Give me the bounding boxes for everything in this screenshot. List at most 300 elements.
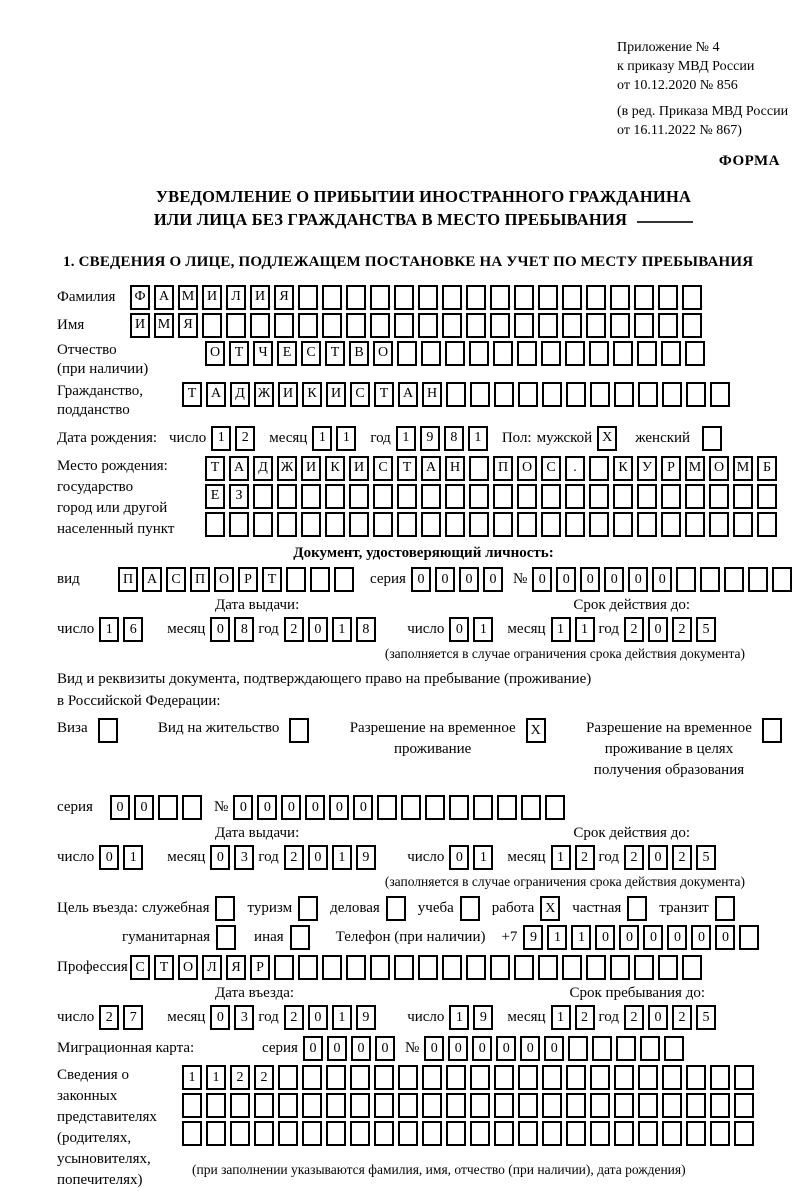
form-cell[interactable]: 5 [696, 1005, 716, 1030]
form-cell[interactable] [613, 484, 633, 509]
form-cell[interactable] [346, 313, 366, 338]
form-cell[interactable]: 8 [356, 617, 376, 642]
form-cell[interactable] [374, 1065, 394, 1090]
form-cell[interactable]: С [301, 341, 321, 366]
form-cell[interactable] [710, 1121, 730, 1146]
form-cell[interactable]: 0 [303, 1036, 323, 1061]
form-cell[interactable] [298, 896, 318, 921]
form-cell[interactable]: И [326, 382, 346, 407]
form-cell[interactable]: 1 [571, 925, 591, 950]
form-cell[interactable]: М [685, 456, 705, 481]
form-cell[interactable] [398, 1121, 418, 1146]
form-cell[interactable] [589, 512, 609, 537]
form-cell[interactable] [445, 341, 465, 366]
form-cell[interactable] [446, 382, 466, 407]
form-cell[interactable] [418, 955, 438, 980]
form-cell[interactable] [377, 795, 397, 820]
form-cell[interactable]: П [118, 567, 138, 592]
form-cell[interactable]: 9 [473, 1005, 493, 1030]
form-cell[interactable]: 0 [134, 795, 154, 820]
form-cell[interactable]: 2 [672, 845, 692, 870]
form-cell[interactable] [565, 484, 585, 509]
form-cell[interactable]: 0 [449, 617, 469, 642]
form-cell[interactable] [590, 382, 610, 407]
form-cell[interactable]: 9 [420, 426, 440, 451]
form-cell[interactable] [658, 285, 678, 310]
form-cell[interactable]: 0 [411, 567, 431, 592]
form-cell[interactable]: 1 [123, 845, 143, 870]
form-cell[interactable]: 1 [551, 845, 571, 870]
form-cell[interactable]: 9 [356, 845, 376, 870]
form-cell[interactable]: М [178, 285, 198, 310]
form-cell[interactable]: X [540, 896, 560, 921]
form-cell[interactable] [326, 1093, 346, 1118]
form-cell[interactable] [401, 795, 421, 820]
form-cell[interactable]: Р [238, 567, 258, 592]
form-cell[interactable] [394, 285, 414, 310]
form-cell[interactable]: 2 [284, 1005, 304, 1030]
form-cell[interactable]: 0 [351, 1036, 371, 1061]
form-cell[interactable] [254, 1121, 274, 1146]
form-cell[interactable]: 1 [332, 845, 352, 870]
form-cell[interactable]: А [154, 285, 174, 310]
form-cell[interactable] [445, 512, 465, 537]
form-cell[interactable] [562, 313, 582, 338]
form-cell[interactable] [733, 512, 753, 537]
form-cell[interactable] [613, 512, 633, 537]
form-cell[interactable] [460, 896, 480, 921]
form-cell[interactable] [493, 512, 513, 537]
form-cell[interactable]: О [178, 955, 198, 980]
form-cell[interactable] [542, 1065, 562, 1090]
form-cell[interactable]: 0 [459, 567, 479, 592]
form-cell[interactable]: 0 [472, 1036, 492, 1061]
form-cell[interactable] [702, 426, 722, 451]
form-cell[interactable] [514, 313, 534, 338]
form-cell[interactable]: 3 [234, 845, 254, 870]
form-cell[interactable]: А [229, 456, 249, 481]
form-cell[interactable] [517, 512, 537, 537]
form-cell[interactable] [326, 1065, 346, 1090]
form-cell[interactable] [466, 285, 486, 310]
form-cell[interactable]: А [206, 382, 226, 407]
form-cell[interactable] [686, 1121, 706, 1146]
form-cell[interactable]: 0 [308, 1005, 328, 1030]
form-cell[interactable]: 0 [556, 567, 576, 592]
form-cell[interactable] [686, 1065, 706, 1090]
form-cell[interactable]: 0 [375, 1036, 395, 1061]
form-cell[interactable] [658, 955, 678, 980]
form-cell[interactable] [278, 1065, 298, 1090]
form-cell[interactable]: А [142, 567, 162, 592]
form-cell[interactable] [493, 484, 513, 509]
form-cell[interactable]: К [302, 382, 322, 407]
form-cell[interactable]: 0 [110, 795, 130, 820]
form-cell[interactable] [421, 484, 441, 509]
form-cell[interactable] [290, 925, 310, 950]
form-cell[interactable] [449, 795, 469, 820]
form-cell[interactable]: 0 [496, 1036, 516, 1061]
form-cell[interactable] [446, 1093, 466, 1118]
form-cell[interactable] [545, 795, 565, 820]
form-cell[interactable]: Ж [277, 456, 297, 481]
form-cell[interactable] [538, 285, 558, 310]
form-cell[interactable] [322, 285, 342, 310]
form-cell[interactable]: 2 [99, 1005, 119, 1030]
form-cell[interactable]: Е [205, 484, 225, 509]
form-cell[interactable] [614, 1121, 634, 1146]
form-cell[interactable] [310, 567, 330, 592]
form-cell[interactable] [734, 1093, 754, 1118]
form-cell[interactable] [589, 484, 609, 509]
form-cell[interactable] [274, 313, 294, 338]
form-cell[interactable] [685, 341, 705, 366]
form-cell[interactable]: 8 [234, 617, 254, 642]
form-cell[interactable]: 1 [575, 617, 595, 642]
form-cell[interactable]: 0 [580, 567, 600, 592]
form-cell[interactable]: 0 [532, 567, 552, 592]
form-cell[interactable]: Л [226, 285, 246, 310]
form-cell[interactable]: 0 [210, 1005, 230, 1030]
form-cell[interactable]: 0 [353, 795, 373, 820]
form-cell[interactable] [442, 313, 462, 338]
form-cell[interactable] [469, 484, 489, 509]
form-cell[interactable] [494, 1093, 514, 1118]
form-cell[interactable] [397, 341, 417, 366]
form-cell[interactable]: 7 [123, 1005, 143, 1030]
form-cell[interactable] [469, 512, 489, 537]
form-cell[interactable] [298, 955, 318, 980]
form-cell[interactable]: 2 [575, 1005, 595, 1030]
form-cell[interactable] [634, 285, 654, 310]
form-cell[interactable] [664, 1036, 684, 1061]
form-cell[interactable]: 0 [308, 845, 328, 870]
form-cell[interactable] [772, 567, 792, 592]
form-cell[interactable]: С [130, 955, 150, 980]
form-cell[interactable] [253, 512, 273, 537]
form-cell[interactable]: Я [178, 313, 198, 338]
form-cell[interactable] [638, 382, 658, 407]
form-cell[interactable] [518, 1065, 538, 1090]
form-cell[interactable]: 0 [435, 567, 455, 592]
form-cell[interactable] [638, 1065, 658, 1090]
form-cell[interactable]: 1 [206, 1065, 226, 1090]
form-cell[interactable] [325, 512, 345, 537]
form-cell[interactable] [334, 567, 354, 592]
form-cell[interactable] [542, 1121, 562, 1146]
form-cell[interactable]: 0 [643, 925, 663, 950]
form-cell[interactable]: Н [445, 456, 465, 481]
form-cell[interactable]: Т [262, 567, 282, 592]
form-cell[interactable] [757, 484, 777, 509]
form-cell[interactable] [494, 1065, 514, 1090]
form-cell[interactable]: О [205, 341, 225, 366]
form-cell[interactable]: 2 [284, 617, 304, 642]
form-cell[interactable] [700, 567, 720, 592]
form-cell[interactable] [202, 313, 222, 338]
form-cell[interactable]: X [526, 718, 546, 743]
form-cell[interactable]: Б [757, 456, 777, 481]
form-cell[interactable] [521, 795, 541, 820]
form-cell[interactable] [286, 567, 306, 592]
form-cell[interactable] [158, 795, 178, 820]
form-cell[interactable]: Т [229, 341, 249, 366]
form-cell[interactable] [589, 456, 609, 481]
form-cell[interactable] [682, 955, 702, 980]
form-cell[interactable] [685, 512, 705, 537]
form-cell[interactable] [514, 955, 534, 980]
form-cell[interactable]: 5 [696, 845, 716, 870]
form-cell[interactable] [349, 512, 369, 537]
form-cell[interactable]: Ж [254, 382, 274, 407]
form-cell[interactable] [473, 795, 493, 820]
form-cell[interactable]: 8 [444, 426, 464, 451]
form-cell[interactable] [562, 285, 582, 310]
form-cell[interactable]: З [229, 484, 249, 509]
form-cell[interactable]: 2 [230, 1065, 250, 1090]
form-cell[interactable] [682, 285, 702, 310]
form-cell[interactable] [565, 512, 585, 537]
form-cell[interactable]: 1 [551, 617, 571, 642]
form-cell[interactable] [709, 512, 729, 537]
form-cell[interactable] [662, 1121, 682, 1146]
form-cell[interactable] [370, 285, 390, 310]
form-cell[interactable]: К [613, 456, 633, 481]
form-cell[interactable]: 2 [672, 1005, 692, 1030]
form-cell[interactable]: 1 [336, 426, 356, 451]
form-cell[interactable]: 0 [281, 795, 301, 820]
form-cell[interactable] [613, 341, 633, 366]
form-cell[interactable]: И [278, 382, 298, 407]
form-cell[interactable]: О [517, 456, 537, 481]
form-cell[interactable] [494, 382, 514, 407]
form-cell[interactable] [748, 567, 768, 592]
form-cell[interactable] [710, 382, 730, 407]
form-cell[interactable]: Ч [253, 341, 273, 366]
form-cell[interactable] [739, 925, 759, 950]
form-cell[interactable] [302, 1065, 322, 1090]
form-cell[interactable] [637, 512, 657, 537]
form-cell[interactable] [566, 1065, 586, 1090]
form-cell[interactable] [277, 484, 297, 509]
form-cell[interactable]: 0 [667, 925, 687, 950]
form-cell[interactable]: В [349, 341, 369, 366]
form-cell[interactable]: Е [277, 341, 297, 366]
form-cell[interactable]: 2 [235, 426, 255, 451]
form-cell[interactable] [762, 718, 782, 743]
form-cell[interactable]: 2 [254, 1065, 274, 1090]
form-cell[interactable] [662, 1065, 682, 1090]
form-cell[interactable] [277, 512, 297, 537]
form-cell[interactable]: 0 [448, 1036, 468, 1061]
form-cell[interactable] [518, 1093, 538, 1118]
form-cell[interactable]: 9 [523, 925, 543, 950]
form-cell[interactable] [614, 1093, 634, 1118]
form-cell[interactable] [590, 1093, 610, 1118]
form-cell[interactable] [590, 1121, 610, 1146]
form-cell[interactable]: 0 [449, 845, 469, 870]
form-cell[interactable] [446, 1065, 466, 1090]
form-cell[interactable] [470, 1121, 490, 1146]
form-cell[interactable] [374, 1093, 394, 1118]
form-cell[interactable]: Т [325, 341, 345, 366]
form-cell[interactable] [541, 512, 561, 537]
form-cell[interactable]: У [637, 456, 657, 481]
form-cell[interactable] [724, 567, 744, 592]
form-cell[interactable] [676, 567, 696, 592]
form-cell[interactable] [566, 382, 586, 407]
form-cell[interactable]: 1 [99, 617, 119, 642]
form-cell[interactable] [709, 484, 729, 509]
form-cell[interactable]: Л [202, 955, 222, 980]
form-cell[interactable]: 0 [520, 1036, 540, 1061]
form-cell[interactable]: 0 [648, 617, 668, 642]
form-cell[interactable] [518, 382, 538, 407]
form-cell[interactable]: Р [661, 456, 681, 481]
form-cell[interactable] [562, 955, 582, 980]
form-cell[interactable] [394, 313, 414, 338]
form-cell[interactable] [710, 1065, 730, 1090]
form-cell[interactable] [445, 484, 465, 509]
form-cell[interactable]: П [493, 456, 513, 481]
form-cell[interactable]: 2 [624, 1005, 644, 1030]
form-cell[interactable]: 0 [308, 617, 328, 642]
form-cell[interactable] [289, 718, 309, 743]
form-cell[interactable] [182, 1121, 202, 1146]
form-cell[interactable] [250, 313, 270, 338]
form-cell[interactable]: 2 [672, 617, 692, 642]
form-cell[interactable] [350, 1065, 370, 1090]
form-cell[interactable] [586, 313, 606, 338]
form-cell[interactable]: Д [230, 382, 250, 407]
form-cell[interactable] [215, 896, 235, 921]
form-cell[interactable] [517, 484, 537, 509]
form-cell[interactable] [278, 1121, 298, 1146]
form-cell[interactable] [422, 1065, 442, 1090]
form-cell[interactable] [634, 313, 654, 338]
form-cell[interactable] [470, 1065, 490, 1090]
form-cell[interactable] [542, 382, 562, 407]
form-cell[interactable]: С [373, 456, 393, 481]
form-cell[interactable]: Ф [130, 285, 150, 310]
form-cell[interactable]: 1 [211, 426, 231, 451]
form-cell[interactable] [397, 484, 417, 509]
form-cell[interactable]: О [709, 456, 729, 481]
form-cell[interactable] [302, 1121, 322, 1146]
form-cell[interactable]: М [154, 313, 174, 338]
form-cell[interactable] [373, 512, 393, 537]
form-cell[interactable]: 9 [356, 1005, 376, 1030]
form-cell[interactable]: 1 [547, 925, 567, 950]
form-cell[interactable] [346, 285, 366, 310]
form-cell[interactable] [397, 512, 417, 537]
form-cell[interactable]: 1 [449, 1005, 469, 1030]
form-cell[interactable]: Д [253, 456, 273, 481]
form-cell[interactable] [715, 896, 735, 921]
form-cell[interactable] [274, 955, 294, 980]
form-cell[interactable] [614, 1065, 634, 1090]
form-cell[interactable] [514, 285, 534, 310]
form-cell[interactable] [661, 484, 681, 509]
form-cell[interactable] [566, 1121, 586, 1146]
form-cell[interactable] [541, 341, 561, 366]
form-cell[interactable] [418, 285, 438, 310]
form-cell[interactable] [638, 1093, 658, 1118]
form-cell[interactable] [638, 1121, 658, 1146]
form-cell[interactable] [662, 382, 682, 407]
form-cell[interactable]: Т [374, 382, 394, 407]
form-cell[interactable] [278, 1093, 298, 1118]
form-cell[interactable] [322, 313, 342, 338]
form-cell[interactable] [425, 795, 445, 820]
form-cell[interactable] [374, 1121, 394, 1146]
form-cell[interactable]: 2 [575, 845, 595, 870]
form-cell[interactable] [586, 285, 606, 310]
form-cell[interactable] [682, 313, 702, 338]
form-cell[interactable] [470, 1093, 490, 1118]
form-cell[interactable]: 1 [473, 845, 493, 870]
form-cell[interactable] [586, 955, 606, 980]
form-cell[interactable] [394, 955, 414, 980]
form-cell[interactable] [541, 484, 561, 509]
form-cell[interactable] [710, 1093, 730, 1118]
form-cell[interactable] [373, 484, 393, 509]
form-cell[interactable] [637, 341, 657, 366]
form-cell[interactable] [589, 341, 609, 366]
form-cell[interactable]: 0 [619, 925, 639, 950]
form-cell[interactable]: 0 [424, 1036, 444, 1061]
form-cell[interactable] [518, 1121, 538, 1146]
form-cell[interactable] [610, 955, 630, 980]
form-cell[interactable] [469, 341, 489, 366]
form-cell[interactable] [658, 313, 678, 338]
form-cell[interactable]: 0 [233, 795, 253, 820]
form-cell[interactable] [350, 1093, 370, 1118]
form-cell[interactable]: 1 [468, 426, 488, 451]
form-cell[interactable]: О [373, 341, 393, 366]
form-cell[interactable] [253, 484, 273, 509]
form-cell[interactable]: 0 [210, 845, 230, 870]
form-cell[interactable] [566, 1093, 586, 1118]
form-cell[interactable] [497, 795, 517, 820]
form-cell[interactable] [302, 1093, 322, 1118]
form-cell[interactable] [661, 512, 681, 537]
form-cell[interactable] [610, 285, 630, 310]
form-cell[interactable] [398, 1093, 418, 1118]
form-cell[interactable]: 0 [648, 845, 668, 870]
form-cell[interactable]: 0 [715, 925, 735, 950]
form-cell[interactable] [216, 925, 236, 950]
form-cell[interactable]: О [214, 567, 234, 592]
form-cell[interactable]: 1 [182, 1065, 202, 1090]
form-cell[interactable]: Н [422, 382, 442, 407]
form-cell[interactable] [350, 1121, 370, 1146]
form-cell[interactable] [322, 955, 342, 980]
form-cell[interactable] [442, 285, 462, 310]
form-cell[interactable]: 1 [332, 617, 352, 642]
form-cell[interactable] [398, 1065, 418, 1090]
form-cell[interactable]: С [166, 567, 186, 592]
form-cell[interactable] [568, 1036, 588, 1061]
form-cell[interactable]: . [565, 456, 585, 481]
form-cell[interactable]: И [250, 285, 270, 310]
form-cell[interactable]: П [190, 567, 210, 592]
form-cell[interactable] [182, 795, 202, 820]
form-cell[interactable]: 0 [210, 617, 230, 642]
form-cell[interactable]: 0 [329, 795, 349, 820]
form-cell[interactable]: 0 [483, 567, 503, 592]
form-cell[interactable] [616, 1036, 636, 1061]
